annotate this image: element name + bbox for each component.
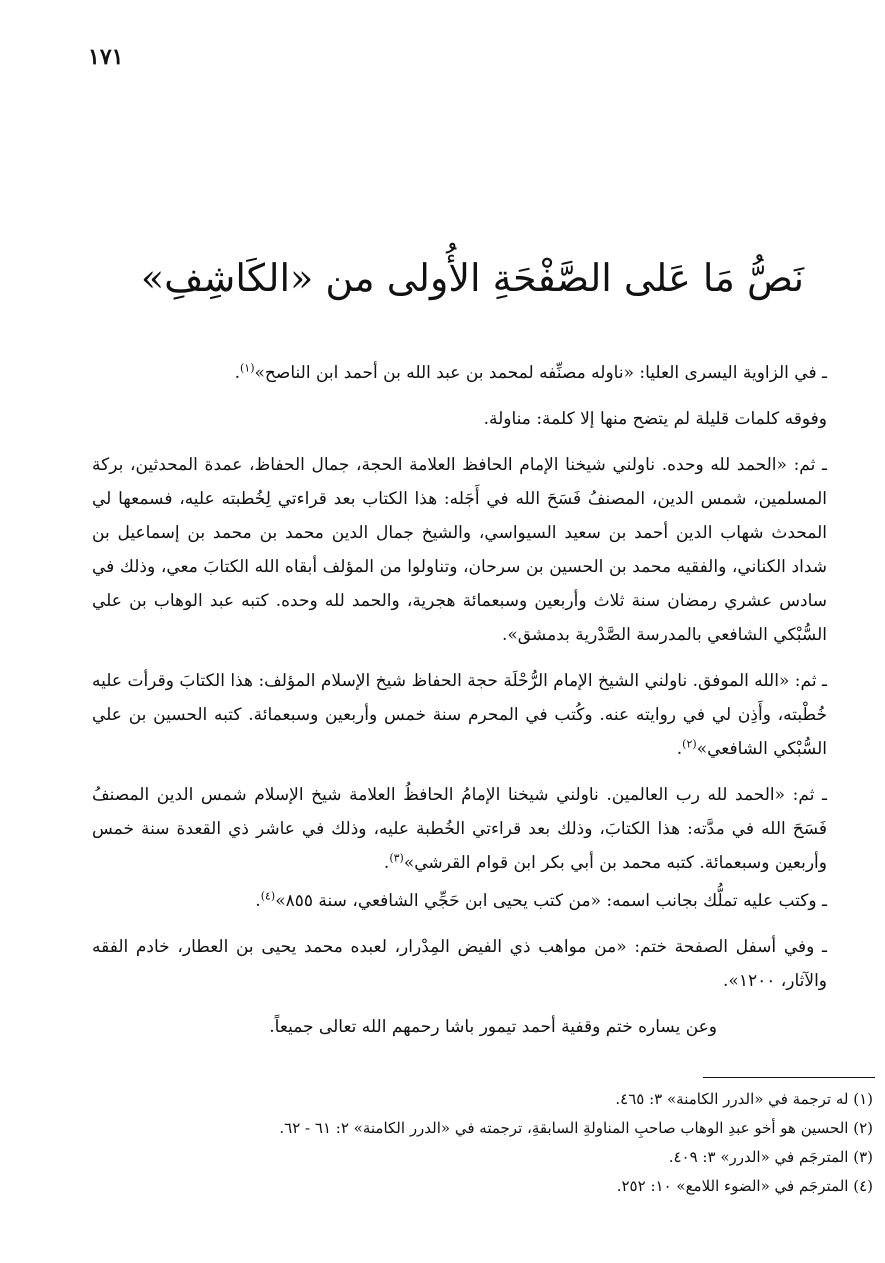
paragraph-text: ـ ثم: «الحمد لله وحده. ناولني شيخنا الإمام الحافظ العلامة الحجة، جمال الحفاظ، عمدة المحدثين، بركة المسلمين، شمس الدين، المصنفُ فَسَحَ الله في أَجَله: هذا الكتاب بعد قراءتي لِخُطبته عليه، فسمعها لي المحدث شهاب الدين أحمد بن سعيد السيواسي، والشيخ جمال الدين محمد بن محمد بن إسماعيل بن شداد الكناني، والفقيه محمد بن الحسين بن سرحان، وتناولوا من المؤلف أبقاه الله الكتابَ معي، وذلك في سادس عشري رمضان سنة ثلاث وأربعين وسبعمائة هجرية، والحمد لله وحده. كتبه عبد الوهاب بن علي السُّبْكي الشافعي بالمدرسة الصَّدْرية بدمشق».: [92, 455, 827, 645]
paragraph-text: ـ في الزاوية اليسرى العليا: «ناوله مصنِّفه لمحمد بن عبد الله بن أحمد ابن الناصح»: [254, 363, 827, 383]
footnote-ref-2: (٢): [682, 737, 697, 751]
paragraph-bottom-seal: [92, 930, 827, 998]
paragraph-third-inscription: ـ ثم: «الحمد لله رب العالمين. ناولني شيخنا الإمامُ الحافظُ العلامة شيخ الإسلام شمس الدين المصنفُ فَسَحَ الله في مدَّته: هذا الكتابَ، وذلك بعد قراءتي الخُطبة عليه، وذلك في عاشر ذي القعدة سنة خمس وأربعين وسبعمائة. كتبه محمد بن أبي بكر ابن قوام القرشي»$^{(٣)}$.: [92, 785, 827, 873]
footnotes: [92, 1085, 873, 1201]
paragraph-first-inscription: [92, 448, 827, 652]
paragraph-second-inscription: ـ ثم: «الله الموفق. ناولني الشيخ الإمام الرُّحْلَة حجة الحفاظ شيخ الإسلام المؤلف: هذا الكتابَ وقرأت عليه خُطْبته، وأَذِن لي في روايته عنه. وكُتب في المحرم سنة خمس وأربعين وسبعمائة. كتبه الحسين بن علي السُّبْكي الشافعي»$^{(٢)}$.: [92, 671, 827, 759]
footnote-1: (١) له ترجمة في «الدرر الكامنة» ٣: ٤٦٥.: [615, 1090, 873, 1108]
paragraph-text: ـ ثم: «الحمد لله رب العالمين. ناولني شيخنا الإمامُ الحافظُ العلامة شيخ الإسلام شمس الدين المصنفُ فَسَحَ الله في مدَّته: هذا الكتابَ، وذلك بعد قراءتي الخُطبة عليه، وذلك في عاشر ذي القعدة سنة خمس وأربعين وسبعمائة. كتبه محمد بن أبي بكر ابن قوام القرشي»: [92, 785, 827, 873]
paragraph-text: ـ وفي أسفل الصفحة ختم: «من مواهب ذي الفيض المِدْرار، لعبده محمد يحيى بن العطار، خادم الفقه والآثار، ١٢٠٠».: [92, 937, 827, 991]
footnote-divider: [703, 1077, 875, 1078]
page-title: نَصُّ مَا عَلى الصَّفْحَةِ الأُولى من «الكَاشِفِ»: [140, 256, 805, 300]
footnote-3: (٣) المترجَم في «الدرر» ٣: ٤٠٩.: [668, 1148, 873, 1166]
paragraph-text: وفوقه كلمات قليلة لم يتضح منها إلا كلمة: مناولة.: [483, 409, 827, 429]
paragraph-endowment-seal: [92, 1010, 827, 1044]
footnote-ref-4: (٤): [260, 889, 276, 903]
paragraph-text: وعن يساره ختم وقفية أحمد تيمور باشا رحمهم الله تعالى جميعاً.: [269, 1017, 717, 1037]
paragraph-text: ـ ثم: «الله الموفق. ناولني الشيخ الإمام الرُّحْلَة حجة الحفاظ شيخ الإسلام المؤلف: هذا الكتابَ وقرأت عليه خُطْبته، وأَذِن لي في روايته عنه. وكُتب في المحرم سنة خمس وأربعين وسبعمائة. كتبه الحسين بن علي السُّبْكي الشافعي»: [92, 671, 827, 759]
paragraph-text: ـ وكتب عليه تملُّك بجانب اسمه: «من كتب يحيى ابن حَجِّي الشافعي، سنة ٨٥٥»: [275, 891, 827, 911]
page-number: ١٧١: [88, 44, 124, 70]
body-text: [92, 356, 827, 1056]
footnote-ref-1: (١): [240, 361, 255, 375]
footnote-4: (٤) المترجَم في «الضوء اللامع» ١٠: ٢٥٢.: [616, 1177, 873, 1195]
paragraph-ownership-note: ـ وكتب عليه تملُّك بجانب اسمه: «من كتب يحيى ابن حَجِّي الشافعي، سنة ٨٥٥»$^{(٤)}$.: [255, 889, 827, 911]
footnote-ref-3: (٣): [389, 851, 404, 865]
paragraph-top-left-corner: ـ في الزاوية اليسرى العليا: «ناوله مصنِّفه لمحمد بن عبد الله بن أحمد ابن الناصح»$^{(١)}$.: [234, 361, 827, 383]
paragraph-above-note: [92, 402, 827, 436]
footnote-2: (٢) الحسين هو أخو عبدِ الوهاب صاحبِ المناولةِ السابقةِ، ترجمته في «الدرر الكامنة» ٢: ٦١ - ٦٢.: [279, 1119, 873, 1137]
